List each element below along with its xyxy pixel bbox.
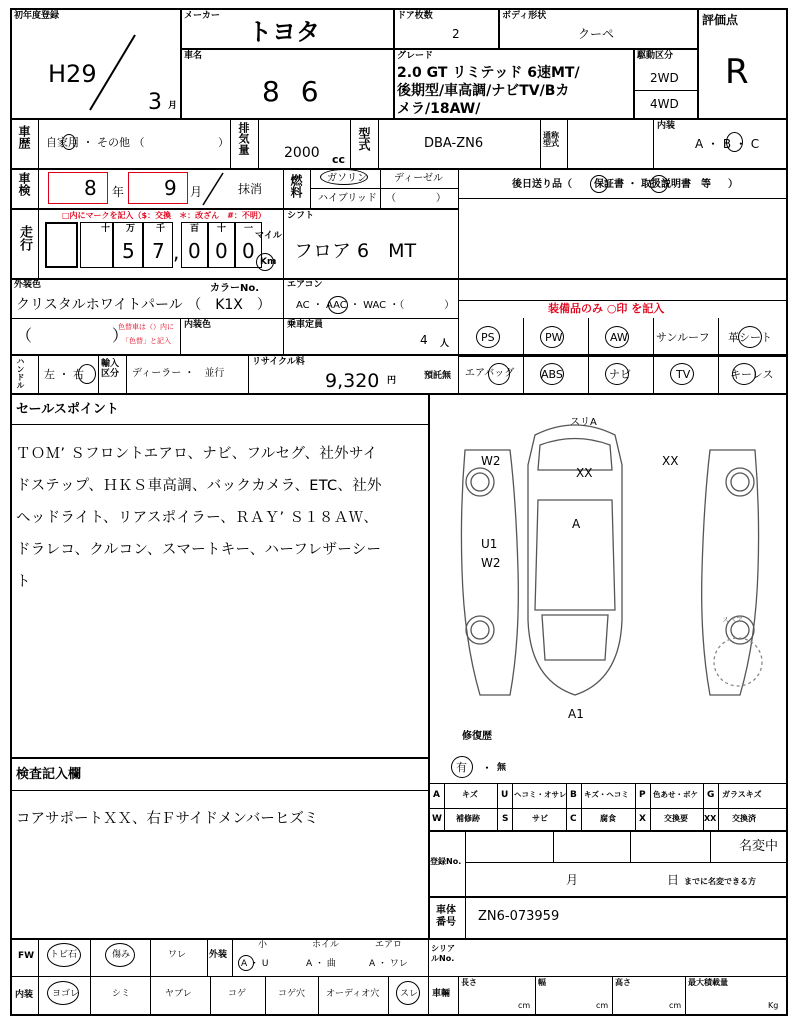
vin: ZN6-073959	[478, 909, 560, 924]
ext-wheel-value: A ・ 曲	[306, 959, 336, 969]
send-circle-2	[650, 175, 668, 193]
length-label: 長さ	[461, 978, 477, 987]
legend-text: 補修跡	[456, 814, 480, 823]
int-dirt-circle	[47, 981, 79, 1005]
equip-keyless-circle	[732, 363, 756, 385]
color-change-note-1: 色替車は（）内に	[118, 323, 174, 331]
common-model-label: 通称型式	[543, 131, 559, 148]
color-change-note-2: 「色替」と記入	[122, 337, 171, 345]
equip-abs-circle	[540, 363, 564, 385]
body-shape: クーペ	[578, 27, 615, 41]
height-unit: cm	[669, 1001, 682, 1010]
grade-line-3: メラ/18AW/	[397, 101, 481, 117]
sales-title: セールスポイント	[16, 402, 119, 417]
fw-chip-circle	[47, 943, 81, 967]
interior-grades: A ・ B ・ C	[695, 137, 760, 151]
damage-legend	[428, 783, 788, 830]
inspect-label: 車検	[17, 172, 31, 196]
legend-code: U	[501, 790, 509, 800]
legend-text: 交換済	[732, 814, 756, 823]
maker-label: メーカー	[184, 11, 220, 21]
repair-no: 無	[497, 763, 507, 773]
width-unit: cm	[596, 1001, 609, 1010]
fuel-label: 燃料	[289, 174, 303, 198]
recycle-label: リサイクル料	[252, 357, 305, 367]
damage-left-front: W2	[481, 454, 501, 468]
int-scuff-circle	[396, 981, 420, 1005]
model-label: 型式	[357, 127, 371, 151]
equip-title: 装備品のみ ○印 を記入	[548, 302, 665, 315]
history-text: 自家用 ・ その他 （	[46, 136, 145, 149]
damage-roof-front: スリA	[570, 417, 597, 428]
repair-label: 修復歴	[462, 731, 492, 742]
shift: フロア 6 MT	[294, 240, 417, 262]
displacement: 2000	[284, 145, 320, 161]
inspect-slash	[198, 170, 228, 208]
doors-label: ドア枚数	[397, 11, 433, 21]
name-label: 車名	[184, 51, 203, 61]
sales-line: ヘッドライト、リアスポイラー、ＲＡＹ’ Ｓ１８ＡＷ、	[16, 510, 379, 526]
equip-navi: ナビ	[609, 368, 631, 381]
aircon-circle	[328, 296, 348, 314]
equip-ps-circle	[476, 326, 500, 348]
handle: 左 ・ 右	[44, 368, 84, 381]
damage-left-door-2: W2	[481, 556, 501, 570]
body-label: ボディ形状	[502, 11, 547, 21]
reg-deadline: までに名変できる方	[684, 877, 756, 886]
vin-label: 車体番号	[436, 905, 456, 928]
score: R	[725, 52, 749, 92]
damage-rear: A1	[568, 707, 584, 721]
fw-damage: 傷み	[112, 950, 131, 960]
aircon-label: エアコン	[287, 280, 323, 290]
sales-line: ドステップ、ＨＫＳ車高調、バックカメラ、ETC、社外	[16, 478, 382, 494]
legend-code: A	[433, 790, 440, 800]
first-reg-month-unit: 月	[168, 101, 178, 111]
odometer-comma: ,	[173, 240, 180, 264]
odometer-digit-box: 万 5	[113, 222, 143, 268]
damage-roof: A	[572, 517, 581, 531]
disp-unit: cc	[332, 153, 346, 166]
sales-line: ドラレコ、クルコン、スマートキー、ハーフレザーシー	[16, 542, 382, 558]
ext-aero-value: A ・ ワレ	[369, 959, 408, 969]
legend-code: P	[639, 790, 646, 800]
inspect-year-unit: 年	[112, 185, 125, 199]
odometer-digit-box: 十	[80, 222, 113, 268]
equip-aw: AW	[610, 331, 628, 344]
equip-leather: 革シート	[728, 331, 772, 344]
int-burn-hole: コゲ穴	[278, 989, 306, 999]
import-label: 輸入区分	[101, 359, 120, 379]
reg-label: 登録No.	[430, 857, 462, 866]
ext-small-circle	[238, 955, 254, 971]
odometer-digit-box: 百 0	[181, 222, 208, 268]
recycle-deposit: 預託無	[424, 371, 452, 381]
legend-text: キズ・ヘコミ	[584, 790, 629, 799]
repair-circle	[451, 756, 473, 778]
history-close: ）	[218, 136, 229, 149]
recycle: 9,320	[325, 370, 380, 392]
interior-grade-circle	[726, 132, 743, 152]
equip-leather-circle	[738, 326, 762, 348]
legend-code: C	[570, 814, 577, 824]
ext-small: 小	[258, 940, 268, 950]
legend-text: 色あせ・ボケ	[653, 790, 698, 799]
fw-crack: ワレ	[168, 950, 187, 960]
height-label: 高さ	[615, 978, 631, 987]
fw-damage-circle	[105, 943, 135, 967]
fw-chip: トビ石	[50, 950, 78, 960]
name-change: 名変中	[739, 839, 779, 854]
fuel-gasoline: ガソリン	[327, 173, 367, 184]
legend-text: ガラスキズ	[722, 790, 762, 799]
fuel-diesel: ディーゼル	[394, 173, 443, 184]
model: DBA-ZN6	[424, 136, 484, 151]
int-tear: ヤブレ	[165, 989, 192, 999]
mileage-unit-km: Km	[260, 257, 277, 267]
fuel-hybrid: ハイブリッド	[318, 193, 377, 204]
fw-label: FW	[18, 951, 35, 961]
shift-label: シフト	[287, 211, 315, 221]
handle-circle	[78, 364, 96, 384]
drive-2wd: 2WD	[650, 71, 679, 85]
first-reg-year: H29	[48, 60, 97, 88]
disp-label: 排気量	[237, 122, 250, 155]
length-unit: cm	[518, 1001, 531, 1010]
equip-keyless: キーレス	[730, 368, 774, 381]
equip-ps: PS	[481, 331, 495, 344]
send-label: 後日送り品（	[512, 179, 572, 190]
repair-yes: 有	[456, 761, 467, 774]
legend-text: 腐食	[600, 814, 616, 823]
damage-right-front: XX	[662, 454, 679, 468]
reg-day: 日	[667, 873, 680, 887]
odometer-digit-box: 千 7	[143, 222, 173, 268]
dims-label: 車輛	[432, 989, 451, 999]
inspection-title: 検査記入欄	[16, 767, 82, 782]
send-items: 保証書 ・ 取扱説明書 等	[594, 179, 711, 190]
int-burn: コゲ	[228, 989, 247, 999]
color-change-paren: （ ）	[16, 326, 129, 345]
inspect-month-box	[128, 172, 188, 204]
legend-text: サビ	[532, 814, 548, 823]
fuel-selected-circle	[320, 169, 368, 185]
mileage-label: 走行	[17, 225, 32, 251]
odometer-digit-box	[45, 222, 78, 268]
equip-airbag: エアバッグ	[465, 368, 515, 379]
odometer-digit-box: 一 0	[235, 222, 262, 268]
legend-code: W	[432, 814, 442, 824]
recycle-unit: 円	[387, 376, 397, 386]
ext-label: 外装	[209, 950, 228, 960]
int-label: 内装	[15, 990, 34, 1000]
legend-code: X	[639, 814, 646, 824]
equip-navi-circle	[605, 363, 629, 385]
send-circle-1	[590, 175, 608, 193]
handle-label: ハンドル	[16, 357, 25, 389]
sales-line: ＴＯＭ’ Ｓフロントエアロ、ナビ、フルセグ、社外サイ	[16, 446, 378, 462]
aircon: AC ・ AAC ・ WAC ・（ ）	[296, 300, 455, 311]
legend-code: B	[570, 790, 577, 800]
sales-line: ト	[16, 574, 31, 590]
mileage-unit-mile: マイル	[255, 231, 282, 241]
inspect-month: 9	[164, 176, 177, 200]
inspect-year-box	[48, 172, 108, 204]
equip-aw-circle	[605, 326, 629, 348]
inspect-month-unit: 月	[190, 185, 203, 199]
fuel-other: （ ）	[386, 193, 446, 204]
weight-label: 最大積載量	[688, 978, 728, 987]
history-label: 車歴	[17, 125, 31, 149]
equip-tv-circle	[670, 363, 694, 385]
spare-tire-label: スペア	[722, 616, 743, 624]
mileage-note: □内にマークを記入（$：交換 ＊：改ざん #：不明）	[62, 211, 266, 220]
ext-aero: エアロ	[375, 940, 403, 950]
first-reg-label: 初年度登録	[14, 11, 60, 21]
repair-dot: ・	[481, 761, 494, 775]
legend-code: S	[502, 814, 509, 824]
inner-color-label: 内装色	[184, 320, 212, 330]
car-name: 8 6	[262, 75, 325, 108]
outer-color-label: 外装色	[14, 280, 42, 290]
width-label: 幅	[538, 978, 546, 987]
reg-month: 月	[566, 873, 579, 887]
legend-text: ヘコミ・オサレ	[514, 790, 567, 799]
damage-left-door-1: U1	[481, 537, 498, 551]
inspect-cancel: 抹消	[238, 182, 263, 196]
legend-text: 交換要	[664, 814, 688, 823]
inspection-text: コアサポートＸＸ、右Ｆサイドメンバーヒズミ	[16, 811, 319, 827]
equip-pw: PW	[545, 331, 563, 344]
serial-label: シリアルNo.	[431, 944, 455, 964]
capacity-unit: 人	[440, 339, 450, 349]
send-close: ）	[728, 179, 738, 190]
doors: 2	[452, 27, 460, 41]
legend-code: G	[707, 790, 715, 800]
int-stain: シミ	[112, 989, 131, 999]
grade-line-1: 2.0 GT リミテッド 6速MT/	[397, 65, 580, 81]
ext-wheel: ホイル	[312, 940, 340, 950]
drive-4wd: 4WD	[650, 97, 679, 111]
interior-label: 内装	[657, 121, 676, 131]
equip-pw-circle	[540, 326, 564, 348]
color-no-label: カラーNo.	[210, 283, 260, 294]
damage-hood: XX	[576, 466, 593, 480]
outer-color: クリスタルホワイトパール （ K1X ）	[16, 297, 271, 313]
grade-line-2: 後期型/車高調/ナビTV/Bカ	[397, 83, 570, 99]
legend-text: キズ	[462, 790, 478, 799]
history-selected-circle	[62, 134, 76, 150]
ext-small-value: A ・ U	[241, 959, 269, 969]
equip-tv: TV	[676, 368, 691, 381]
grade-label: グレード	[397, 51, 434, 61]
equip-abs: ABS	[541, 368, 563, 381]
import: ディーラー ・ 並行	[132, 368, 225, 379]
year-slash	[85, 30, 145, 115]
int-audio-hole: オーディオ穴	[326, 989, 380, 999]
score-label: 評価点	[702, 13, 739, 27]
mileage-unit-circle	[256, 253, 277, 271]
capacity: 4	[420, 333, 428, 347]
int-dirt: ヨゴレ	[52, 989, 80, 999]
odometer-digit-box: 十 0	[208, 222, 235, 268]
capacity-label: 乗車定員	[287, 320, 324, 330]
drive-label: 駆動区分	[637, 51, 674, 61]
inspect-year: 8	[84, 176, 97, 200]
maker: トヨタ	[248, 18, 320, 46]
equip-sunroof: サンルーフ	[656, 331, 710, 344]
equip-airbag-circle	[488, 363, 510, 385]
int-scuff: スレ	[400, 989, 419, 999]
weight-unit: Kg	[768, 1001, 779, 1010]
legend-code: XX	[704, 814, 717, 823]
first-reg-month: 3	[148, 90, 162, 115]
